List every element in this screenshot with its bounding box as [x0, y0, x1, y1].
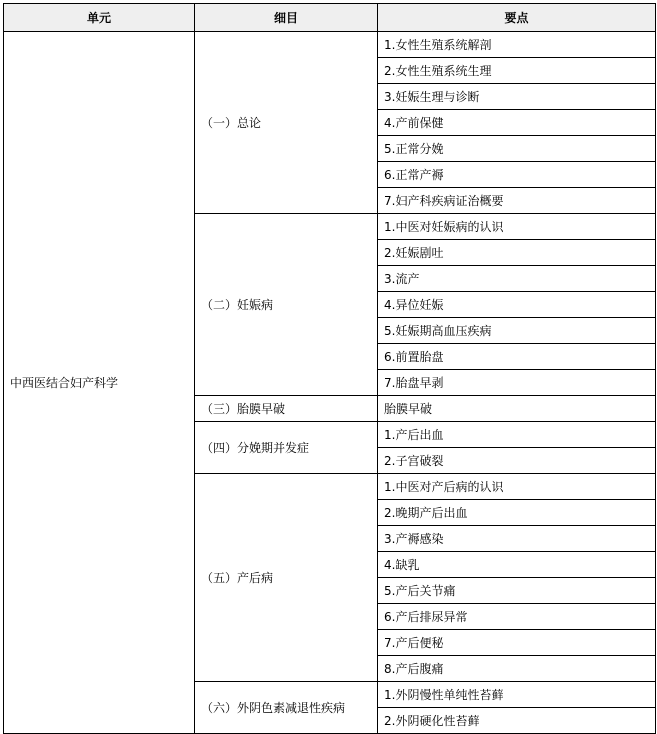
keypoint-cell: 7.产后便秘	[378, 630, 656, 656]
keypoint-cell: 8.产后腹痛	[378, 656, 656, 682]
keypoint-cell: 6.前置胎盘	[378, 344, 656, 370]
keypoint-cell: 3.流产	[378, 266, 656, 292]
header-unit: 单元	[4, 4, 195, 32]
keypoint-cell: 1.产后出血	[378, 422, 656, 448]
keypoint-cell: 5.产后关节痛	[378, 578, 656, 604]
keypoint-cell: 3.产褥感染	[378, 526, 656, 552]
keypoint-cell: 4.产前保健	[378, 110, 656, 136]
subitem-cell: （五）产后病	[195, 474, 378, 682]
keypoint-cell: 7.妇产科疾病证治概要	[378, 188, 656, 214]
keypoint-cell: 5.正常分娩	[378, 136, 656, 162]
subitem-cell: （二）妊娠病	[195, 214, 378, 396]
table-row	[4, 32, 656, 58]
keypoint-cell: 5.妊娠期高血压疾病	[378, 318, 656, 344]
subitem-cell: （一）总论	[195, 32, 378, 214]
header-keypoint: 要点	[378, 4, 656, 32]
keypoint-cell: 7.胎盘早剥	[378, 370, 656, 396]
keypoint-cell: 1.中医对产后病的认识	[378, 474, 656, 500]
keypoint-cell: 6.产后排尿异常	[378, 604, 656, 630]
keypoint-cell: 1.中医对妊娠病的认识	[378, 214, 656, 240]
keypoint-cell: 2.妊娠剧吐	[378, 240, 656, 266]
keypoint-cell: 3.妊娠生理与诊断	[378, 84, 656, 110]
keypoint-cell: 6.正常产褥	[378, 162, 656, 188]
keypoint-cell: 2.外阴硬化性苔藓	[378, 708, 656, 734]
keypoint-cell: 2.女性生殖系统生理	[378, 58, 656, 84]
keypoint-cell: 胎膜早破	[378, 396, 656, 422]
keypoint-cell: 1.外阴慢性单纯性苔藓	[378, 682, 656, 708]
keypoint-cell: 4.缺乳	[378, 552, 656, 578]
subitem-cell: （四）分娩期并发症	[195, 422, 378, 474]
header-subitem: 细目	[195, 4, 378, 32]
syllabus-table	[3, 3, 656, 734]
keypoint-cell: 1.女性生殖系统解剖	[378, 32, 656, 58]
subitem-cell: （六）外阴色素减退性疾病	[195, 682, 378, 734]
header-row	[4, 4, 656, 32]
keypoint-cell: 2.子宫破裂	[378, 448, 656, 474]
unit-cell: 中西医结合妇产科学	[4, 32, 195, 734]
keypoint-cell: 4.异位妊娠	[378, 292, 656, 318]
keypoint-cell: 2.晚期产后出血	[378, 500, 656, 526]
subitem-cell: （三）胎膜早破	[195, 396, 378, 422]
